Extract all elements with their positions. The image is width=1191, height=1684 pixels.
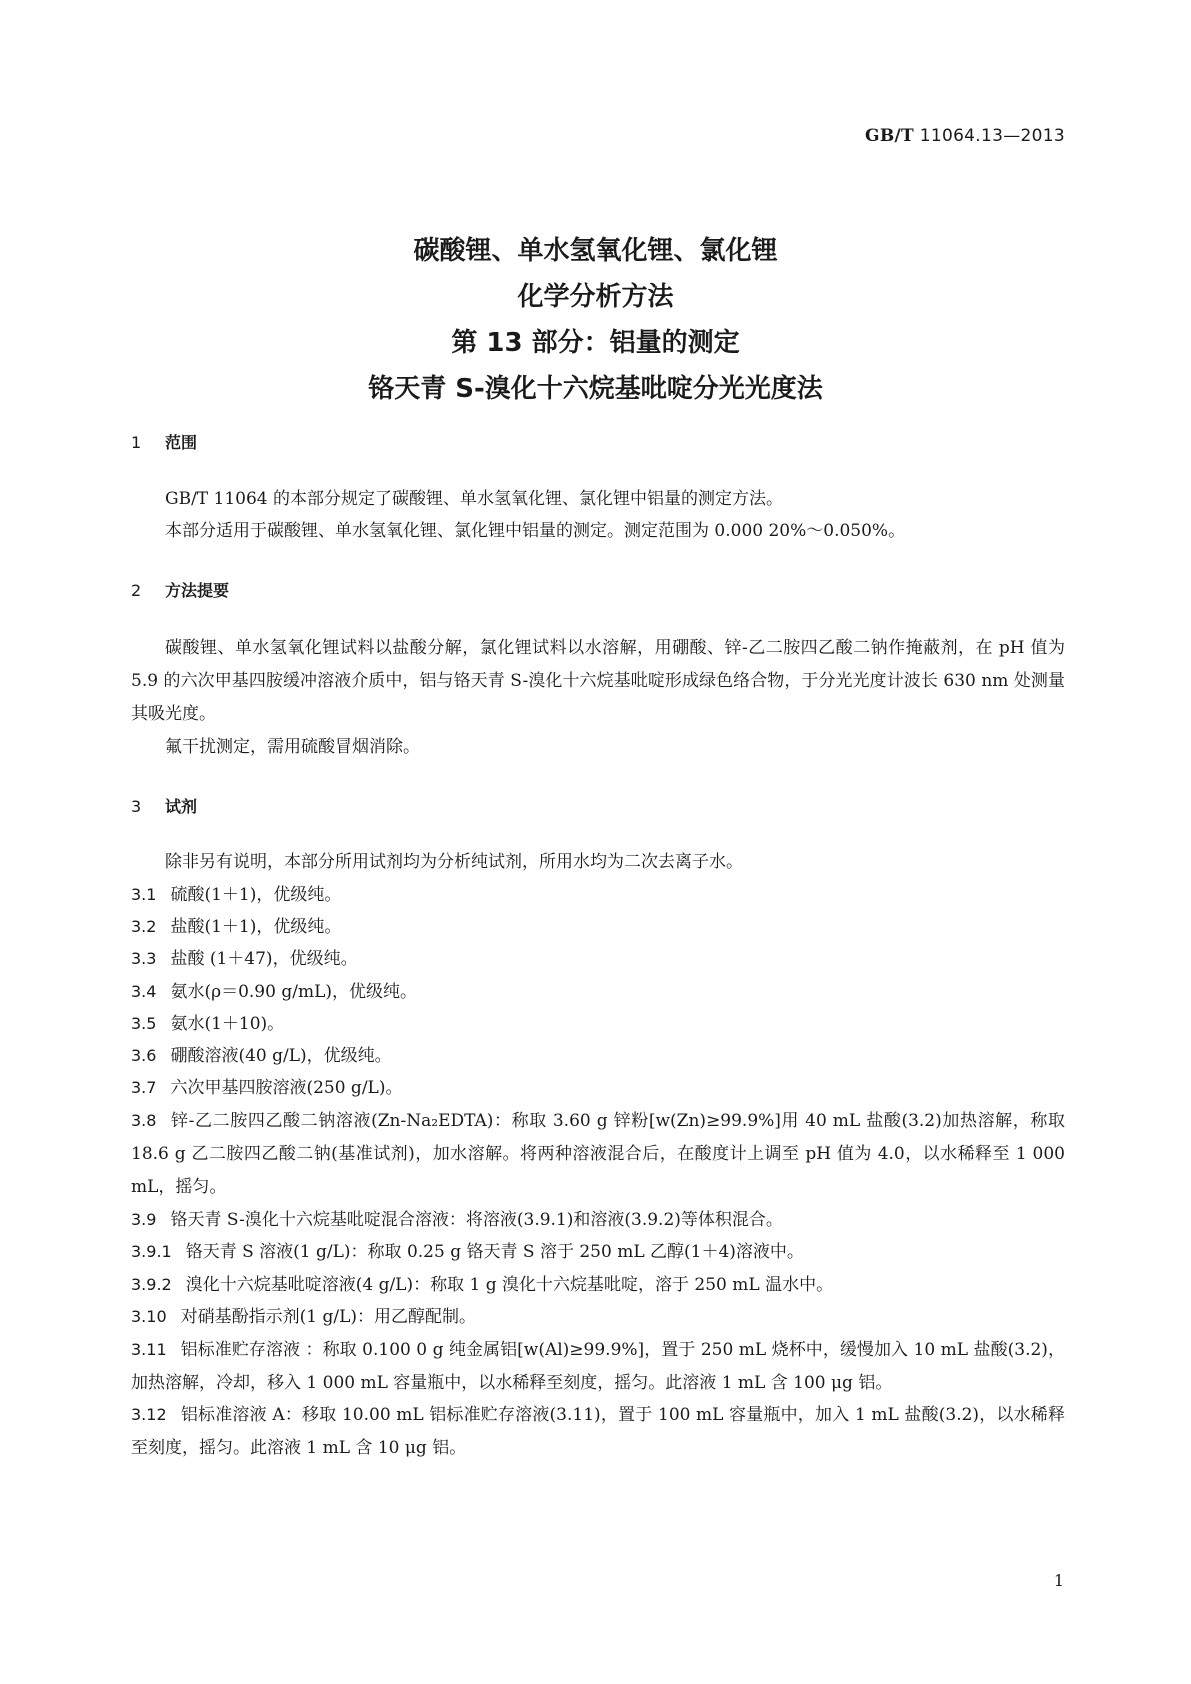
reagent-item: [131, 910, 1065, 944]
reagent-item: [131, 1039, 1065, 1073]
reagent-text: 溴化十六烷基吡啶溶液(4 g/L)：称取 1 g 溴化十六烷基吡啶，溶于 250 mL 温水中。: [185, 1275, 834, 1295]
reagent-text: 硫酸(1＋1)，优级纯。: [170, 885, 342, 905]
section-number: 3: [131, 797, 142, 816]
standard-prefix: GB/T: [865, 126, 914, 146]
reagent-item: [131, 942, 1065, 976]
reagent-number: 3.10: [131, 1307, 167, 1326]
reagent-text: 六次甲基四胺溶液(250 g/L)。: [170, 1078, 403, 1098]
reagent-text: 铬天青 S-溴化十六烷基吡啶混合溶液：将溶液(3.9.1)和溶液(3.9.2)等体积混合。: [170, 1210, 783, 1230]
reagent-number: 3.9: [131, 1210, 157, 1229]
reagent-item: [131, 1007, 1065, 1041]
title-line-2: 化学分析方法: [517, 282, 674, 312]
page-number: 1: [1053, 1571, 1064, 1590]
section-number: 1: [131, 433, 142, 452]
reagent-number: 3.9.1: [131, 1242, 172, 1261]
reagent-item: [131, 1268, 1065, 1302]
reagent-text: 铬天青 S 溶液(1 g/L)：称取 0.25 g 铬天青 S 溶于 250 mL 乙醇(1＋4)溶液中。: [185, 1242, 804, 1262]
reagent-item: [131, 1333, 1065, 1400]
section-title: 试剂: [165, 797, 198, 816]
title-line-4: 铬天青 S-溴化十六烷基吡啶分光光度法: [368, 374, 823, 404]
reagent-number: 3.9.2: [131, 1275, 172, 1294]
reagent-text: 铝标准溶液 A：移取 10.00 mL 铝标准贮存溶液(3.11)，置于 100 mL 容量瓶中，加入 1 mL 盐酸(3.2)，以水稀释至刻度，摇匀。此溶液 1 mL 含 10 μg 铝。: [131, 1405, 1065, 1458]
reagent-text: 锌-乙二胺四乙酸二钠溶液(Zn-Na₂EDTA)：称取 3.60 g 锌粉[w(Zn)≥99.9%]用 40 mL 盐酸(3.2)加热溶解，称取 18.6 g 乙二胺四乙酸二钠(基准试剂)，加水溶解。将两种溶液混合后，在酸度计上调至 pH 值为 4.0，以水稀释至 1 000 mL，摇匀。: [131, 1111, 1065, 1197]
reagent-number: 3.12: [131, 1405, 167, 1424]
section-number: 2: [131, 581, 142, 600]
reagent-number: 3.4: [131, 982, 157, 1001]
reagent-number: 3.2: [131, 917, 157, 936]
reagent-text: 盐酸 (1＋47)，优级纯。: [170, 949, 358, 969]
reagent-number: 3.1: [131, 885, 157, 904]
title-line-3: 第 13 部分：铝量的测定: [451, 328, 740, 358]
reagent-item: [131, 1398, 1065, 1465]
reagent-number: 3.7: [131, 1078, 157, 1097]
reagent-number: 3.5: [131, 1014, 157, 1033]
reagent-item: [131, 1300, 1065, 1334]
reagent-number: 3.11: [131, 1340, 167, 1359]
method-paragraph-1: 碳酸锂、单水氢氧化锂试料以盐酸分解，氯化锂试料以水溶解，用硼酸、锌-乙二胺四乙酸二钠作掩蔽剂，在 pH 值为 5.9 的六次甲基四胺缓冲溶液介质中，铝与铬天青 S-溴化十六烷基吡啶形成绿色络合物，于分光光度计波长 630 nm 处测量其吸光度。: [131, 638, 1065, 724]
reagents-intro: 除非另有说明，本部分所用试剂均为分析纯试剂，所用水均为二次去离子水。: [165, 852, 743, 872]
reagent-text: 氨水(ρ＝0.90 g/mL)，优级纯。: [170, 982, 417, 1002]
section-heading-reagents: [131, 794, 197, 817]
section-heading-scope: [131, 430, 197, 453]
reagent-item: [131, 878, 1065, 912]
standard-number: 11064.13—2013: [919, 126, 1065, 146]
reagent-item: [131, 1203, 1065, 1237]
reagent-item: [131, 1071, 1065, 1105]
scope-paragraph-1: GB/T 11064 的本部分规定了碳酸锂、单水氢氧化锂、氯化锂中铝量的测定方法。: [165, 489, 784, 509]
reagent-item: [131, 975, 1065, 1009]
reagent-number: 3.6: [131, 1046, 157, 1065]
document-title: [0, 228, 1191, 412]
reagent-text: 对硝基酚指示剂(1 g/L)：用乙醇配制。: [180, 1307, 477, 1327]
reagent-item: [131, 1104, 1065, 1204]
title-line-1: 碳酸锂、单水氢氧化锂、氯化锂: [413, 236, 778, 266]
reagent-number: 3.8: [131, 1111, 157, 1130]
scope-paragraph-2: 本部分适用于碳酸锂、单水氢氧化锂、氯化锂中铝量的测定。测定范围为 0.000 20%～0.050%。: [165, 521, 906, 541]
section-heading-method: [131, 578, 229, 601]
reagent-item: [131, 1235, 1065, 1269]
reagent-text: 铝标准贮存溶液 ：称取 0.100 0 g 纯金属铝[w(Al)≥99.9%]，置于 250 mL 烧杯中，缓慢加入 10 mL 盐酸(3.2)，加热溶解，冷却，移入 1 000 mL 容量瓶中，以水稀释至刻度，摇匀。此溶液 1 mL 含 100 μg 铝。: [131, 1340, 1065, 1393]
section-title: 方法提要: [165, 581, 230, 600]
reagent-text: 盐酸(1＋1)，优级纯。: [170, 917, 342, 937]
standard-code: [828, 126, 1065, 146]
section-title: 范围: [165, 433, 198, 452]
reagent-number: 3.3: [131, 949, 157, 968]
method-paragraph-2: 氟干扰测定，需用硫酸冒烟消除。: [165, 737, 420, 757]
reagent-text: 氨水(1＋10)。: [170, 1014, 285, 1034]
reagent-text: 硼酸溶液(40 g/L)，优级纯。: [170, 1046, 392, 1066]
